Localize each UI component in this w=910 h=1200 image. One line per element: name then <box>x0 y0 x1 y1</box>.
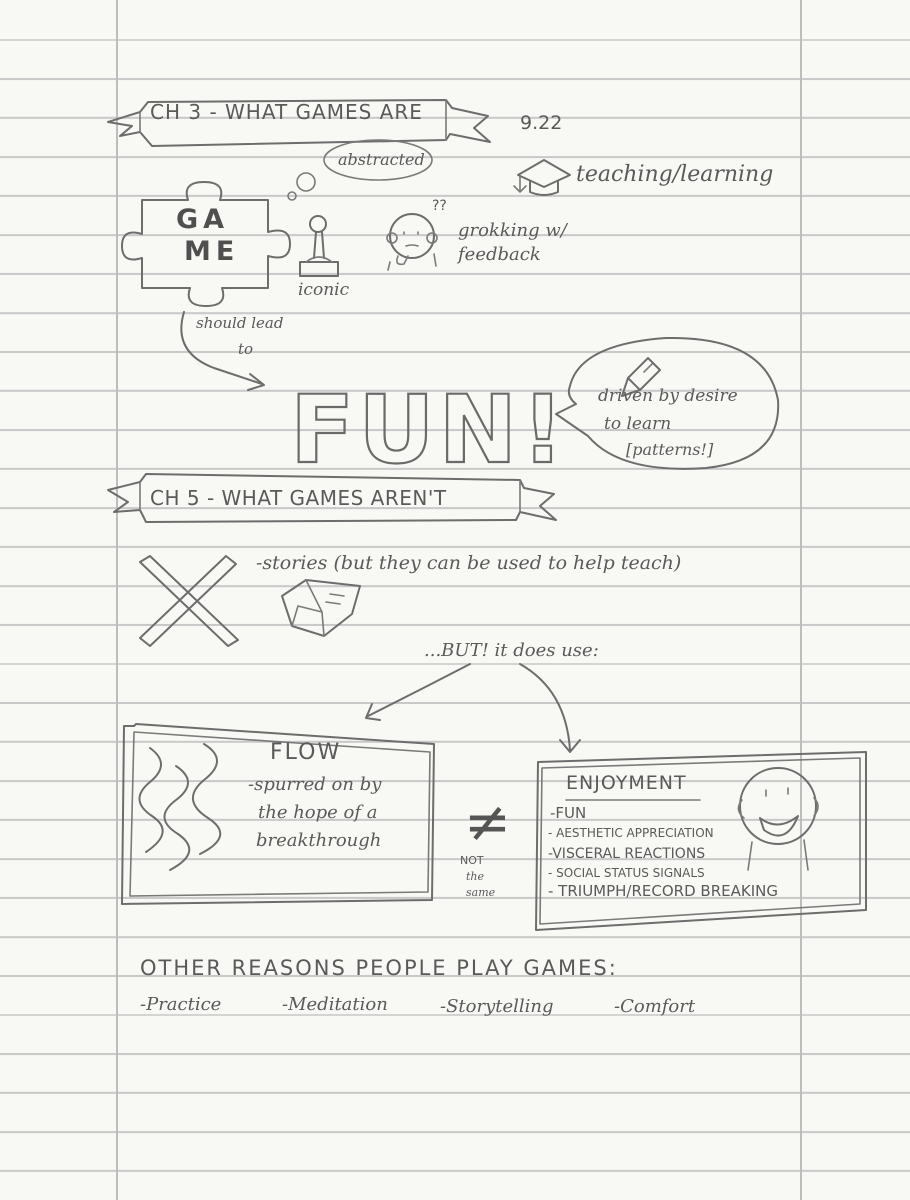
ch5-banner-title: CH 5 - WHAT GAMES AREN'T <box>150 486 447 510</box>
puzzle-text-top: GA <box>176 204 230 235</box>
grokking-line-2: feedback <box>458 244 541 265</box>
date-label: 9.22 <box>520 112 563 134</box>
enjoyment-title: ENJOYMENT <box>566 772 687 794</box>
grokking-line-1: grokking w/ <box>458 220 567 241</box>
puzzle-text-bottom: ME <box>184 236 240 267</box>
enjoyment-item-3: -VISCERAL REACTIONS <box>548 846 706 862</box>
joystick-icon <box>300 216 338 276</box>
flow-line-1: -spurred on by <box>248 774 382 795</box>
speech-line-1: driven by desire <box>598 386 738 406</box>
wavy-lines-icon <box>139 744 220 870</box>
teaching-text: teaching/learning <box>576 162 774 187</box>
arrow-to-flow-icon <box>368 664 470 716</box>
reason-meditation: -Meditation <box>282 994 388 1015</box>
arrow-label-line-1: should lead <box>196 314 284 332</box>
ch3-banner-title: CH 3 - WHAT GAMES ARE <box>150 100 423 124</box>
speech-line-2: to learn <box>604 414 672 434</box>
other-reasons-heading: OTHER REASONS PEOPLE PLAY GAMES: <box>140 956 618 980</box>
speech-line-3: [patterns!] <box>626 440 714 459</box>
reason-practice: -Practice <box>140 994 222 1015</box>
not-equal-line-1: NOT <box>460 854 484 867</box>
flow-line-2: the hope of a <box>258 802 378 823</box>
stories-note: -stories (but they can be used to help teach) <box>256 552 682 574</box>
fun-outline-text: FUN! <box>290 376 569 485</box>
arrow-to-enjoyment-icon <box>520 664 570 750</box>
enjoyment-item-1: -FUN <box>550 804 587 822</box>
flow-line-3: breakthrough <box>256 830 382 851</box>
book-icon <box>282 580 360 636</box>
thought-text: abstracted <box>338 150 425 169</box>
enjoyment-item-5: - TRIUMPH/RECORD BREAKING <box>548 882 778 900</box>
arrow-label-line-2: to <box>238 340 254 358</box>
not-equal-line-3: same <box>466 886 496 899</box>
not-equal-line-2: the <box>466 870 485 883</box>
enjoyment-item-2: - AESTHETIC APPRECIATION <box>548 826 714 840</box>
flow-title: FLOW <box>270 740 342 765</box>
question-marks: ?? <box>432 198 447 214</box>
joystick-label: iconic <box>298 280 350 300</box>
smiling-face-icon <box>738 768 818 870</box>
cross-icon <box>140 556 238 646</box>
but-line: ...BUT! it does use: <box>424 640 599 661</box>
reason-comfort: -Comfort <box>614 996 696 1017</box>
reason-storytelling: -Storytelling <box>440 996 554 1017</box>
thinking-face-icon <box>387 214 437 270</box>
not-equal-symbol: ≠ <box>464 790 511 855</box>
graduation-cap-icon <box>514 160 570 195</box>
enjoyment-item-4: - SOCIAL STATUS SIGNALS <box>548 866 705 880</box>
